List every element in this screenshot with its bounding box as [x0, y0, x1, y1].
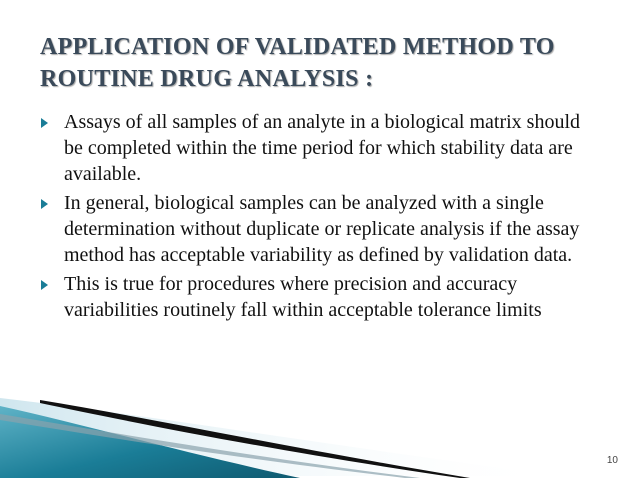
- slide-title: [40, 31, 620, 95]
- bullet-text-3: This is true for procedures where precision and accuracy variabilities routinely fall within acceptable tolerance limits: [64, 273, 542, 321]
- bullet-item-3: [40, 271, 600, 323]
- bullet-item-1: [40, 109, 600, 187]
- triangle-bullet-icon: [41, 280, 48, 290]
- slide-title-line-2: ROUTINE DRUG ANALYSIS :: [40, 66, 374, 92]
- bullet-text-2: In general, biological samples can be analyzed with a single determination without duplicate or replicate analysis if the assay method has acceptable variability as defined by validation data.: [64, 192, 580, 266]
- bullet-item-2: [40, 190, 600, 268]
- bullet-list: [40, 109, 600, 326]
- bullet-text-1: Assays of all samples of an analyte in a biological matrix should be completed within the time period for which stability data are available.: [64, 111, 580, 185]
- slide-title-line-1: APPLICATION OF VALIDATED METHOD TO: [40, 34, 555, 60]
- decorative-swoosh: [0, 396, 638, 478]
- triangle-bullet-icon: [41, 118, 48, 128]
- page-number: 10: [606, 455, 618, 466]
- triangle-bullet-icon: [41, 199, 48, 209]
